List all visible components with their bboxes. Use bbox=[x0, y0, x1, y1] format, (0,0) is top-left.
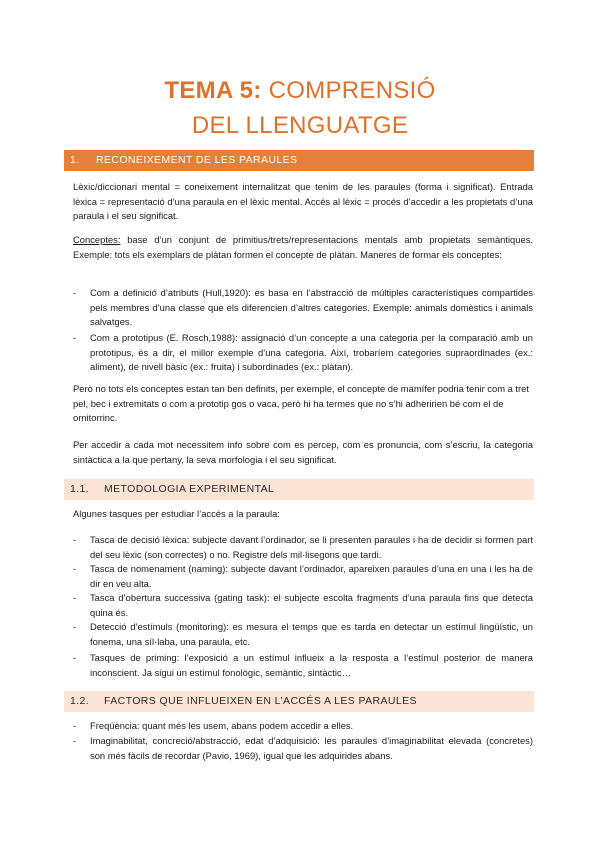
section-1-heading: RECONEIXEMENT DE LES PARAULES bbox=[96, 154, 298, 166]
section-1-2-header bbox=[64, 691, 534, 712]
list-item-text: Tasca de nomenament (naming): subjecte davant l’ordinador, apareixen paraules d’una en una i les ha de dir en veu alta. bbox=[90, 563, 533, 589]
section-1-number: 1. bbox=[70, 154, 80, 166]
concepts-label: Conceptes: bbox=[73, 234, 121, 245]
list-item-text: Com a definició d’atributs (Hull,1920): es basa en l’abstracció de múltiples característiques compartides pels membres d’una classe que els diferencien d’altres categories. Exemple: animals domèstics i animals salvatges. bbox=[90, 287, 533, 328]
section-1-2-number: 1.2. bbox=[70, 695, 90, 707]
list-item-text: Detecció d’estímuls (monitoring): es mesura el temps que es tarda en detectar un estímul lingüístic, un fonema, una síl·laba, una paraula, etc. bbox=[90, 621, 533, 647]
title-prefix: TEMA 5: bbox=[164, 77, 262, 104]
page-title-line-2: DEL LLENGUATGE bbox=[191, 112, 409, 139]
bullet-dash: - bbox=[73, 720, 77, 731]
bullet-dash: - bbox=[73, 563, 77, 574]
list-item-text: Tasques de priming: l’exposició a un estímul influeix a la resposta a l’estímul posterior de manera inconscient. Ja sigui un estímul fonològic, semàntic, sintàctic… bbox=[90, 652, 533, 678]
bullet-dash: - bbox=[73, 652, 77, 663]
section-1-1-header bbox=[64, 479, 534, 500]
title-word: COMPRENSIÓ bbox=[268, 77, 436, 104]
concepts-text: base d’un conjunt de primitius/trets/representacions mentals amb propietats semàntiques. Exemple: tots els exemplars de plàtan formen el concepte de plàtan. Maneres de formar els conceptes: bbox=[73, 234, 533, 260]
section-1-1-number: 1.1. bbox=[70, 483, 90, 495]
bullet-dash: - bbox=[73, 621, 77, 632]
prototype-paragraph: Però no tots els conceptes estan tan ben definits, per exemple, el concepte de mamífer podria tenir com a tret pel, bec i extremitats o com a prototip gos o vaca, però hi ha termes que no s’hi adheririen bé com el de ornitorrinc. bbox=[73, 383, 529, 424]
list-item-text: Com a prototipus (E. Rosch,1988): assignació d’un concepte a una categoria per la comparació amb un prototipus, és a dir, el millor exemple d’una categoria. Així, trobaríem categories supraordinades (ex.: aliment), de nivell bàsic (ex.: fruita) i subordinades (ex.: plàtan). bbox=[90, 332, 533, 373]
bullet-dash: - bbox=[73, 735, 77, 746]
page-title-line-1 bbox=[0, 76, 600, 106]
list-item-text: Imaginabilitat, concreció/abstracció, edat d’adquisició: les paraules d’imaginabilitat elevada (concretes) son més fàcils de recordar (Pavio, 1969), igual que les adquirides abans. bbox=[90, 735, 533, 761]
section-1-intro: Lèxic/diccionari mental = coneixement internalitzat que tenim de les paraules (forma i significat). Entrada lèxica = representació d’una paraula en el lèxic mental. Accés al lèxic = procés d’accedir a les propietats d’una paraula i el seu significat. bbox=[73, 181, 533, 222]
bullet-dash: - bbox=[73, 332, 77, 343]
section-1-header bbox=[64, 150, 534, 171]
section-1-2-heading: FACTORS QUE INFLUEIXEN EN L’ACCÉS A LES PARAULES bbox=[104, 695, 417, 707]
access-paragraph: Per accedir a cada mot necessitem info sobre com es percep, com es pronuncia, com s’escriu, la categoria sintàctica a la que pertany, la seva morfologia i el seu significat. bbox=[73, 439, 533, 465]
concepts-paragraph bbox=[73, 233, 533, 262]
list-item-text: Tasca de decisió lèxica: subjecte davant l’ordinador, se li presenten paraules i ha de decidir si formen part del seu lèxic (son correctes) o no. Registre dels mil·lisegons que tardi. bbox=[90, 534, 533, 560]
section-1-1-heading: METODOLOGIA EXPERIMENTAL bbox=[104, 483, 275, 495]
bullet-dash: - bbox=[73, 534, 77, 545]
list-item-text: Freqüència: quant més les usem, abans podem accedir a elles. bbox=[90, 720, 354, 731]
bullet-dash: - bbox=[73, 592, 77, 603]
bullet-dash: - bbox=[73, 287, 77, 298]
list-item-text: Tasca d’obertura successiva (gating task): el subjecte escolta fragments d’una paraula fins que detecta quina és. bbox=[90, 592, 533, 618]
section-1-1-intro: Algunes tasques per estudiar l’accés a la paraula: bbox=[73, 508, 280, 519]
